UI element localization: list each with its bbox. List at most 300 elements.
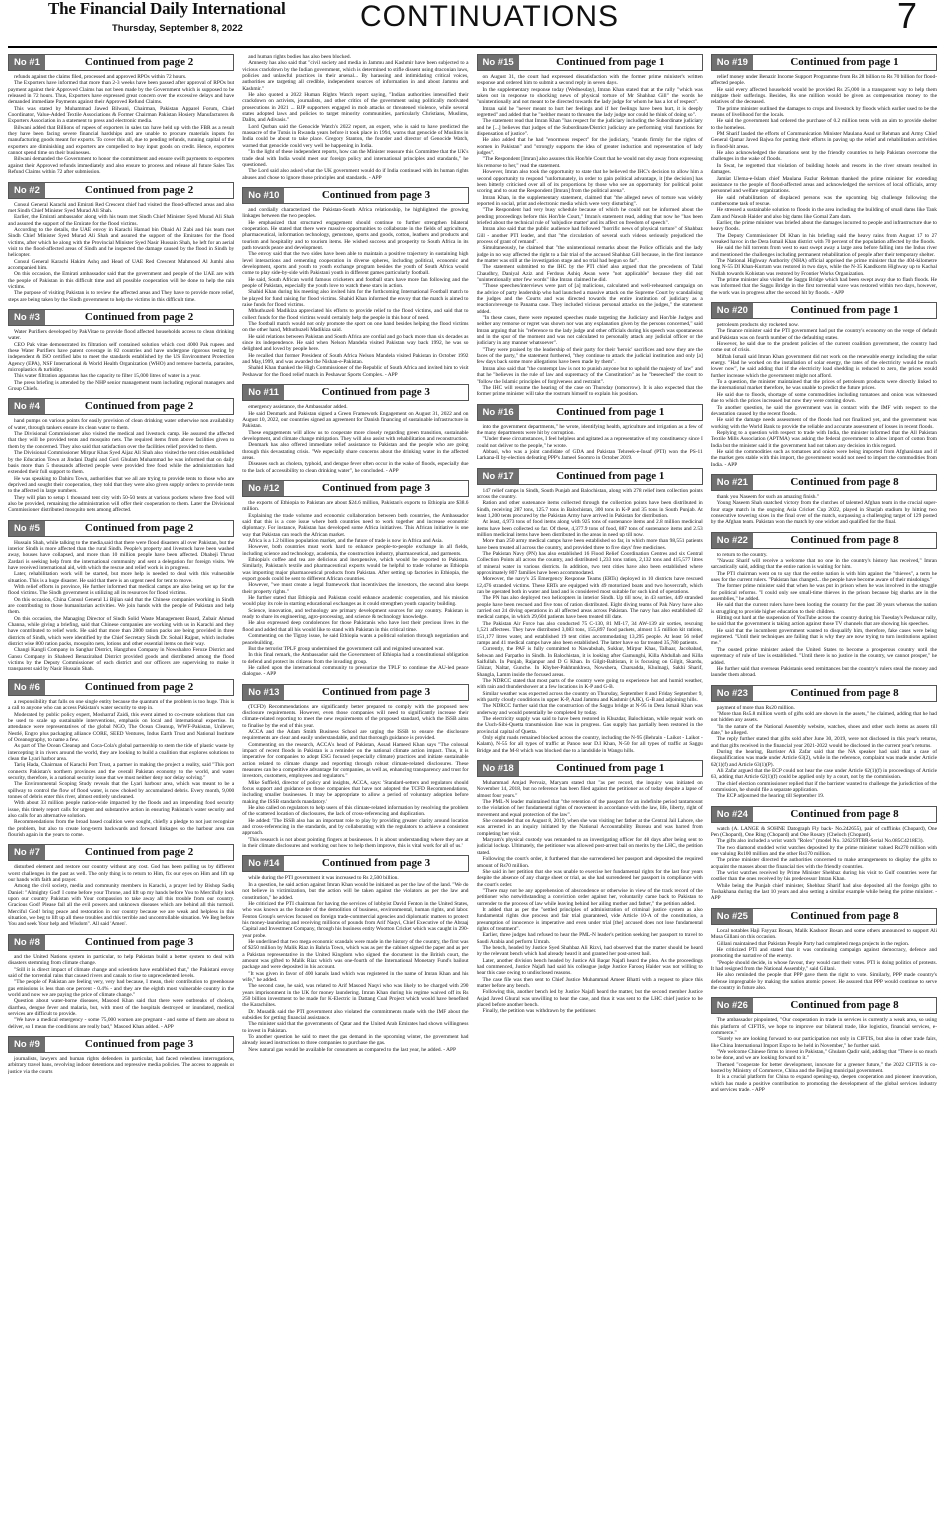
article-number: No #17 bbox=[478, 469, 519, 484]
paragraph: The Divisional Commissioner also visited the medical and livestock camp. He assured the affected that they will be provided tents and mosquito nets. The required items from above facilities given to them by the concerned. They also said that satisfaction over the facilities relief provided to them. bbox=[8, 431, 235, 450]
continued-from-label: Continued from page 1 bbox=[556, 405, 665, 418]
paragraph: The former prime minister said that when he was put in prison when he was involved in the struggle for political reforms. "I could only see small-time thieves in the prison because big sharks are in the assemblies," he added. bbox=[710, 583, 937, 603]
paragraph: The ECP adjourned the hearing till September 19. bbox=[716, 793, 825, 800]
paragraph: On this occasion, the Emirati ambassador said that the government and people of the UAE are with the people of Pakistan in this difficult time and all possible cooperation will be done to help the rain victims. bbox=[8, 271, 235, 290]
paragraph: The press briefing is attended by the NHP senior management team including regional managers and Group Chiefs. bbox=[8, 379, 235, 393]
paragraph: The Divisional Commissioner Mirpur Khas Syed Aijaz Ali Shah also visited the tent cities established by the Education Town at Jindani Daghi and Gori Ghulam Muhammad he was informed that on daily basis more than 5 thousands affected people were provided free food while the administration had extended their full support to them. bbox=[8, 450, 235, 476]
section-title: CONTINUATIONS bbox=[359, 0, 620, 33]
continued-from-label: Continued from page 8 bbox=[790, 475, 899, 488]
paragraph: However, he said due to the prudent policies of the current coalition government, the country had come out of crisis. bbox=[710, 341, 937, 354]
paragraph: He said relations between Pakistan and South Africa are cordial and go back more than six decades as since its independence. He said when Nelson Mandela visited Pakistan way back 1992, he was so delighted and loved by people here. bbox=[242, 333, 469, 353]
continued-from-label: Continued from page 1 bbox=[556, 56, 665, 68]
page-columns bbox=[8, 54, 937, 1524]
paragraph: He emphasized that structured engagement should continue to further strengthen bilateral cooperation. He stated that there were massive opportunities to collaborate in the fields of agriculture, pharmaceutical, information technology, gemstone, sports and goods, cotton, leathers and products and tourism and hospitality and to tourism items. He wished success and prosperity to South Africa in its path towards peace and development. bbox=[242, 219, 469, 251]
masthead bbox=[8, 0, 937, 48]
paragraph: The purpose of visiting Pakistan is to review the affected areas and They have to provide more relief, steps are being taken by the Sindh government to help the victims in this difficult time. bbox=[8, 290, 235, 303]
paragraph: The Pakistan Navy (PN) has also established 16 Flood Relief Coordination Centres and six Central Collection Points all across the country, and distributed 1,233 tons ration, 2,132 tons and 415,577 litres of mineral water in various districts. In addition, two tent cities have also been established where approximately 807 families have been accommodated. bbox=[476, 551, 703, 577]
paragraph: As part of The Ocean Cleanup and Coca-Cola's global partnership to stem the tide of plastic waste by intercepting it in rivers around the world, they are looking to build a coalition that explores solutions to clean the Lyari harbor area. bbox=[8, 743, 235, 762]
continuation-header bbox=[242, 684, 468, 701]
paragraph: The second case, he said, was related to Arif Masood Naqvi who was likely to be charged with 290 years imprisonment in the UK for money laundering. Imran Khan during his regime waived off its Rs 250 billion investment to be made for K-Electric in Dattang Coal Project which would have benefited the Karachiites. bbox=[242, 983, 469, 1009]
article bbox=[711, 532, 937, 679]
article-number: No #7 bbox=[9, 845, 45, 860]
article-body bbox=[477, 780, 703, 1015]
article bbox=[711, 997, 937, 1093]
paragraph: Moreover, the navy's 25 Emergency Response Teams (ERTs) deployed in 10 districts have rescued 12,476 stranded victims. These ERTs are equipped with 49 motorized boats and two hovercraft, which can be operated both in water and land and is considered most suitable for such kind of operations. bbox=[476, 576, 703, 596]
article-number: No #22 bbox=[712, 533, 753, 548]
paragraph: "It was given in favor of 400 kanals land which was registered in the name of Imran Khan and his wife," he added. bbox=[242, 970, 469, 983]
continuation-header bbox=[477, 468, 703, 485]
paragraph: Recommendations from the broad based coalition were sought, chiefly a pledge to not just recognize the problem, but also to create long-term backwards and forward linkages so the harbour area can flourish again in the years to come. bbox=[8, 819, 235, 839]
paragraph: Ethiopia's coffee and tea are delicious and inexpensive, which would be exported to Pakistan. Similarly, Pakistan's textile and pharmaceutical exports would be helpful to trade volume as Ethiopia was importing major pharmaceutical products from Pakistan. After setting up factories in Ethiopia, the export goods could be sent to different African countries. bbox=[242, 557, 469, 583]
paragraph: PM Sharif lauded the efforts of Communication Minister Maulana Asad ur Rehman and Army Chief General Qamar Javed Bajwa for putting their efforts in paving up the relief and rehabilitation activities in flood-hit areas. bbox=[710, 131, 937, 150]
paragraph: He stressed a sustainable solution to floods in the area including the building of small dams like Tank Zam and Nawab Haider and also big dams like Gomal Zam dam. bbox=[710, 207, 937, 220]
paragraph: However, both countries must work hard to enhance people-to-people exchange in all fields, including science and technology, academia, the construction industry, pharmaceutical, and garments. bbox=[242, 544, 469, 557]
paragraph: The National Highway Authority (NHA) official apprised the prime minister that the 404-kilometre long N-55 DI Khan-Kurram was restored in two days, while the N-35 Kandkorm Highway up to Kachal Nullah towards Kohistan was restored by Frontier Works Organization. bbox=[710, 257, 937, 277]
paragraph: Jamiat Ulema-e-Islam chief Maulana Fazlur Rehman thanked the prime minister for extending assistance to the people of flood-affected areas and acknowledged the services of local officials, army personnel and welfare organizations. bbox=[710, 175, 937, 195]
continued-from-label: Continued from page 8 bbox=[790, 807, 899, 820]
article-body bbox=[242, 704, 468, 850]
article bbox=[8, 309, 234, 392]
paragraph: Diseases such as cholera, typhoid, and dengue fever often occur in the wake of floods, especially due to the lack of accessibility to clean drinking water", he concluded. - APP bbox=[242, 461, 469, 474]
paragraph: "More than Rs5.8 million worth of gifts sold are shown in the assets," he claimed, adding that he had not hidden any assets. bbox=[710, 710, 937, 724]
paragraph: She said in her petition that she was unable to exercise her fundamental rights for the last four years despite the absence of any charge sheet or trial, as she had surrendered her passport in compliance with the court's order. bbox=[476, 868, 703, 888]
paragraph: He also expressed deep condolences for those Pakistanis who have lost their precious lives in the flood and added that all his would like to stand with Pakistan in this critical time. bbox=[242, 620, 469, 633]
continuation-header bbox=[711, 302, 937, 319]
paragraph: The prime minister directed the authorities concerned to make arrangements to display the gifts to acquaint the masses about the financial ties with the friendly countries. bbox=[710, 857, 937, 870]
paragraph: He also called on regulators to help users of this climate-related information by resolving the problem of the scattered location of disclosures, the lack of cross-referencing and duplication. bbox=[242, 805, 469, 818]
paragraph: On this occasion, China Consul General Li Bijian said that the Chinese companies working in Sindh are contributing to those humanitarian activities. We join hands with the people of Pakistan and help them. bbox=[8, 596, 235, 616]
paragraph: "We welcome Chinese firms to invest in Pakistan," Ghulam Qadir said, adding that "There is so much to be done, and we are looking forward to it." bbox=[710, 1048, 937, 1062]
article-number: No #24 bbox=[712, 807, 753, 822]
article-number: No #8 bbox=[9, 935, 45, 950]
paragraph: thank you Naseem for such an amazing finish." bbox=[716, 493, 819, 500]
paragraph: "In the light of these independent reports, how can the Minister reassure this Committee that the UK's trade deal with India would meet our foreign policy and international principles and standards," he questioned. bbox=[242, 149, 469, 168]
paragraph: Shahid Khan thanked the High Commissioner of the Republic of South Africa and invited him to visit Peshawar for the flood relief match in Peshawar Sports Complex. - APP bbox=[242, 365, 469, 378]
article-number: No #6 bbox=[9, 680, 45, 695]
article-number: No #26 bbox=[712, 998, 753, 1013]
paragraph: Muhammad Amjad Pervaiz, Maryam stated that "as per record, the inquiry was initiated on November 14, 2018, but no reference has been filed against the petitioner as of today despite a lapse of almost four years." bbox=[476, 780, 703, 799]
article bbox=[711, 806, 937, 902]
paragraph: The statement submitted to the IHC by the PTI chief also argued that the precedents of Talal Chaudhry, Daniyal Aziz and Ferdous Ashiq Awan were "not applicable" because they did not "unintentionally utter few words" like Imran claimed he did. bbox=[476, 264, 703, 283]
paragraph: In the supplementary response today (Wednesday), Imran Khan stated that at the rally "which was taken out in response to shocking news of physical torture of Mr Shahbaz Gill" the words he "unintentionally and not meant to be directed towards the lady judge for whom he has a lot of respect". bbox=[476, 86, 703, 106]
continued-from-label: Continued from page 3 bbox=[321, 481, 431, 494]
article bbox=[477, 760, 703, 1015]
continued-from-label: Continued from page 3 bbox=[84, 1037, 194, 1050]
paragraph: Maryam's physical custody was remanded to an investigating officer for 48 days after being sent to judicial lockup. Ultimately, the petitioner was allowed post-arrest bail on merits by the LHC, the petition stated. bbox=[476, 837, 703, 856]
paragraph: Ali Zafar argued that the ECP could not hear the case under Article 62(1)(f) in proceedings of Article 63, adding that Article 62(1)(f) could be applied only by a court, not by the commission. bbox=[710, 767, 937, 781]
article-body bbox=[477, 488, 703, 754]
paragraph: The Deputy Commissioner DI Khan in his briefing said the heavy rains from August 17 to 27 wreaked havoc in the Dera Ismail Khan district with 70 percent of the population affected by the floods. bbox=[710, 232, 937, 245]
article-number: No #20 bbox=[712, 303, 753, 318]
paragraph: Hitting out hard at the suspension of YouTube across the country during his Tuesday's Peshawar rally, he said that the government is taking action against those TV channels that are showing his speeches. bbox=[710, 615, 937, 628]
paragraph: To another question, he said the government was in contact with the IMF with respect to the devastation caused by the recent floods. bbox=[710, 404, 937, 417]
paragraph: The PTI chairman went on to say that the entire nation is with him against the "thieves", a term he uses for the current rulers. "Pakistan has changed... the people have become aware of their misdoings." bbox=[710, 570, 937, 584]
paragraph: Mike Suffield, director of policy and insights, ACCA, says: 'Standard-setters and regulators should focus support and guidance on those companies that have not adopted the TCFD Recommendations, including smaller businesses. It may be appropriate to allow a period of voluntary adoption before making the ISSB standards mandatory.' bbox=[242, 779, 469, 805]
article bbox=[711, 685, 937, 800]
paragraph: Moderated by public policy expert, Mosharraf Zaidi, this event aimed to co-create solutions that can be used to scale up sustainable interventions, emphasis on local and international expertise. In attendance were representatives of the global NGO, The Ocean Cleanup, WWF-Pakistan, Unilever, Nestlé, Engro plus packaging alliance CORE, SEED Ventures, Indus Earth Trust and National Institute of Oceanography, to name a few. bbox=[8, 711, 235, 743]
newspaper-name: The Financial Daily International bbox=[48, 0, 286, 18]
paragraph: He added: 'The ISSB also has an important role to play by providing greater clarity around location and cross-referencing in the standards, and by collaborating with the regulators to achieve a consistent approach. bbox=[242, 817, 469, 837]
paragraph: Only eight roads remained blocked across the country, including the N-95 (Behrain - Laikot - Laikot - Kalam), N-55 for all types of traffic at Panoo near D.I Khan, N-50 for all types of traffic at Saggu Bridge and the M-8 which was blocked due to a landslide in Wangu hills. bbox=[476, 735, 703, 754]
paragraph: The finance minister said the PTI government had put the country's economy on the verge of default and Pakistan was on fourth number of the defaulting states. bbox=[710, 328, 937, 341]
paragraph: Earlier, three judges had refused to hear the PML-N leader's petition seeking her passport to travel to Saudi Arabia and perform Umrah. bbox=[476, 932, 703, 945]
continued-from-label: Continued from page 3 bbox=[84, 935, 194, 948]
paragraph: Water Purifiers developed by PakVitae to provide flood affected households access to clean drinking water. bbox=[8, 329, 235, 342]
continuation-header bbox=[8, 398, 234, 415]
paragraph: He underlined that two mega economic scandals were made in the history of the country, the first was of $250 million by Malik Riaz in Bahria Town, which was as per the cabinet signed the paper and as per a Pakistan representative in the United Kingdom who signed the document in the British court, the amount was gifted to Malik Riaz which was one-fourth of the International Monetary Fund's bailout package and were deposited in his account. bbox=[242, 938, 469, 971]
paragraph: on August 31, the court had expressed dissatisfaction with the former prime minister's written response and ordered him to submit a second reply in seven days. bbox=[476, 74, 703, 87]
paragraph: He said the damage needs assessment of the floods had not finalized yet, and the government was working with the World Bank to provide the reliable and accurate assessment of losses in recent floods. bbox=[710, 417, 937, 430]
article bbox=[477, 404, 703, 462]
paragraph: The case file was then sent to Chief Justice Muhammad Ameer Bhatti with a request to place this matter before any bench. bbox=[476, 976, 703, 990]
paragraph: "There may not be any apprehension of abscondence or otherwise in view of the track record of the petitioner who notwithstanding a conviction order against her, voluntarily came back to Pakistan to surrender to the process of law while leaving behind her ailing mother and father," the petition added. bbox=[476, 887, 703, 907]
continuation-header bbox=[8, 934, 234, 951]
paragraph: This was stated by Muhammad Jawed Bilwani, Chairman, Pakistan Apparel Forum, Chief Coordinator, Value-Added Textile Associations & Former Chairman Pakistan Hosiery Manufacturers & Exporters Association in a statement to press and electronic media. bbox=[8, 105, 235, 125]
paragraph: On this occasion, the Managing Director of Sindh Solid Waste Management Board, Zubair Ahmad Channa, while giving a briefing, said that Chinese companies are working with us in Karachi and they have contributed to relief work. He said that more than 2800 ration packs are being provided in three districts of Sindh, which were identified by the Chief Secretary Sindh Dr. Sohail Rajput, which includes district wise 800 ration packs, mosquito nets, lotions and other essential items on their way. bbox=[8, 615, 235, 648]
paragraph: But the terrorist TPLF group undermined the government call and reignited unwanted war. bbox=[248, 645, 444, 652]
paragraph: Similar weather was expected across the country on Thursday, September 8 and Friday September 9, with partly cloudy conditions in upper K-P, Azad Jammu and Kashmir (AJK), G-B and adjoining hills. bbox=[476, 690, 703, 703]
paragraph: It is a crucial platform for China to expand opening-up, deepen cooperation and pioneer innovation, which has made a positive contribution to promoting the development of the global services industry and services trade. - APP bbox=[710, 1074, 937, 1094]
article bbox=[8, 520, 234, 673]
paragraph: Following the court's order, it furthered that she surrendered her passport and deposited the required amount of Rs70 million. bbox=[476, 856, 703, 869]
paragraph: "Still it is direct impact of climate change and scientists have established that," the Pakistani envoy said of the torrential rains that caused rivers and canals to rise to unprecedented levels. bbox=[8, 966, 235, 979]
paragraph: He criticized the PTI chairman for having the services of lobbyist David Fenton in the United States, who was known as the founder of the demolition of business, environmental, human rights, and labor. Fenton Group's services focused on foreign trade-commercial agencies and diplomatic matters to protect his money-laundering and receiving millions of pounds from Arif Naqvi, Chief Executive of the Abraaj Capital and Investment Company, through his business entity Wootton Cricket which was caught in 290-year probe. bbox=[242, 900, 469, 939]
paragraph: The PN has also deployed two helicopters in interior Sindh. Up till now, in 43 sorties, 449 stranded people have been rescued and five tons of ration distributed. Eight diving teams of Pak Navy have also carried out 24 diving operations in all affected areas across Pakistan. The navy has also established 42 medical camps, in which 29,604 patients have been treated till date. bbox=[476, 595, 703, 621]
column bbox=[242, 54, 468, 1524]
continued-from-label: Continued from page 2 bbox=[84, 311, 194, 323]
paragraph: Science, innovation, and technology are primary development sources for any country. Pakistan is ready to share its engineering, agro-processing, and science & technology knowledge. bbox=[242, 607, 469, 621]
paragraph: "We have a medical emergency - some 75,000 women are pregnant - and some of them are about to deliver, so I mean the conditions are really bad," Masood Khan added. - APP bbox=[8, 1017, 235, 1030]
continued-from-label: Continued from page 3 bbox=[321, 188, 431, 201]
continuation-header bbox=[242, 855, 468, 872]
continued-from-label: Continued from page 1 bbox=[556, 762, 665, 775]
paragraph: Explaining the trade volume and economic collaboration between both countries, the Ambassador said that this is a core issue where both countries need to work together and increase economic diplomacy. For instance, Pakistan has developed some Africa initiatives. This African initiative is one way that Pakistan can reach the African market. bbox=[242, 512, 469, 538]
paragraph: He said the commodities such as tomatoes and onion were being imported from Afghanistan and if the market gets stable with this import, the government would not need to import the commodities from India. - APP bbox=[710, 448, 937, 468]
article-body bbox=[711, 1017, 937, 1093]
paragraph: He criticized PTI and stated that it was continuing campaign against democracy, defence and promoting the narrative of the enemy. bbox=[710, 946, 937, 960]
paragraph: Imran Khan, in the supplementary statement, claimed that "the alleged news of torture was widely reported in social, print and electronic media which were very disturbing". bbox=[476, 194, 703, 207]
article-number: No #21 bbox=[712, 475, 753, 490]
article-body bbox=[8, 329, 234, 392]
paragraph: He further said that overseas Pakistanis send remittances but the country's rulers steal the money and launder them abroad. bbox=[710, 665, 937, 679]
paragraph: To a question, the minister maintained that the prices of petroleum products were directly linked to the international market therefore, he was unable to predict the future prices. bbox=[710, 379, 937, 392]
paragraph: Later, rehabilitation work will be started, but more help is needed to deal with this vulnerable situation. This is a huge disaster. He said that there is an urgent need for tent to move. bbox=[8, 571, 235, 584]
article-body bbox=[711, 826, 937, 902]
paragraph: CEO Pak vitae demonstrated its filtration self contained solution which cost 4000 Pak rupees and these Water Purifiers have patent coverage in 82 countries and have undergone rigorous testing by independent & ISO certified labs to meet the standards established by the US Environment Protection Agency (EPA), NSF International & World Health Organization (WHO) and remove bacteria, parasites, microplastics & turbidity. bbox=[8, 341, 235, 374]
article bbox=[242, 855, 468, 1053]
paragraph: Ration and other sustenance items collected through the collection points have been distributed in Sindh, receiving 287 tons, 125.7 tons in Balochistan, 300 tons in K-P and 35 tons in South Punjab. At least 1,200 tents procured by the Pakistan Army have arrived in Pakistan for distribution. bbox=[476, 500, 703, 519]
paragraph: He said the hill torrents from west to east swept away a large area before falling into the Indus river and mentioned the challenges including permanent rehabilitation of people after their temporary shelter. bbox=[710, 245, 937, 258]
paragraph: With about 33 million people nation-wide impacted by the floods and an impending food security issue, this timely report calls for urgent and substantive action in ensuring Pakistan's water security and also calls for an alternative solution. bbox=[8, 800, 235, 819]
paragraph: The Pakistan Air Force has also conducted 75 C-130, 81 MI-17, 34 AW-139 air sorties, rescuing 1,521 affectees. They have distributed 3,083 tons, 155,897 food packets, almost 1.5 million kit rations, 151,177 litres water, and established 19 tent cities accommodating 13,295 people. At least 56 relief camps and 41 medical camps have also been established. The latter have so far treated 35,780 patients. bbox=[476, 620, 703, 646]
article-number: No #25 bbox=[712, 909, 753, 924]
paragraph: watch (A. LANGE & SOHNE Datograph Fly back- No.242655), pair of cufflinks (Chopard), One Pen (Chopard), One Ring (Chopard) and One Rosary (Cheloch (Chopard). bbox=[710, 825, 937, 839]
article bbox=[477, 468, 703, 754]
paragraph: Mthuthuzeli Madikiza appreciated his efforts to provide relief to the flood victims, and said that to collect funds for the flood victims would certainly help the people in this hour of need. bbox=[242, 308, 469, 321]
paragraph: 147 relief camps in Sindh, South Punjab and Balochistan, along with 278 relief item collection points across the country. bbox=[476, 487, 703, 500]
paragraph: In this final remark, the Ambassador said the Government of Ethiopia had a constitutional obligation to defend and protect its citizens from the invading group. bbox=[242, 652, 469, 665]
article-body bbox=[8, 540, 234, 673]
paragraph: The Environmental Scoping Study reveals that the Lyari harbour area, which was meant to be a spillway to control the flow of flood water, is now choked by accumulated debris. Every month, 9,000 tonnes of debris enter this river, almost entirely uncleaned. bbox=[8, 781, 235, 800]
article-number: No #14 bbox=[243, 856, 284, 871]
article bbox=[242, 54, 468, 181]
article bbox=[242, 684, 468, 850]
paragraph: He also quoted a 2022 Human Rights Watch report saying, "Indian authorities intensified their crackdown on activists, journalists, and other critics of the government using politically motivated prosecutions in 2021 ... BJP supporters engaged in mob attacks or threatened violence, while several states adopted laws and policies to target minority communities, particularly Christians, Muslims, Dalits, and Adivasis." bbox=[242, 92, 469, 124]
paragraph: Consul General Karachi and Emirati Red Crescent chief had visited the flood-affected areas and also met Sindh Chief Minister Syed Murad Ali Shah. bbox=[8, 201, 235, 214]
article-number: No #12 bbox=[243, 481, 284, 496]
continuation-header bbox=[8, 679, 234, 696]
paragraph: The NDRCC further said that the construction of the Saggu bridge at N-95 in Dera Ismail Khan was underway and would potentially be completed by today. bbox=[476, 703, 703, 716]
article-number: No #19 bbox=[712, 55, 753, 70]
paragraph: ACCA and the Adam Smith Business School are urging the ISSB to ensure the disclosure requirements are clear and easily understandable, and that thorough guidance is provided. bbox=[242, 728, 469, 742]
article-body bbox=[242, 500, 468, 678]
paragraph: Denmark has also offered immediate relief assistance to Pakistan and the people who are going through this devastating crisis. "We especially share concerns about the drinking water in the affected areas. bbox=[242, 442, 469, 461]
paragraph: She contended that on August 8, 2019, when she was visiting her father at the Central Jail Lahore, she was arrested in an inquiry initiated by the National Accountability Bureau and was barred from completing her visit. bbox=[476, 818, 703, 837]
paragraph: and the United Nations system in particular, to help Pakistan build a better system to deal with disasters stemming from climate change. bbox=[8, 953, 235, 967]
article-number: No #11 bbox=[243, 385, 284, 400]
paragraph: Following this, another bench led by Justice Najafi heard the matter, but the second member Justice Asjad Javed Ghural was unwilling to hear the case, and thus it was sent to the LHC chief justice to be placed before another bench. bbox=[476, 989, 703, 1009]
paragraph: "The Respondent had very busy schedule because of which he could not be informed about the pending proceedings before this Hon'ble Court," Imran's statement read, adding that now he "has been briefed about the technical rule of 'subjudice matter' and its affect on freedom of speech". bbox=[476, 207, 703, 226]
paragraph: into the government departments," he wrote, identifying health, agriculture and irrigation as a few of the many departments were hit by corruption. bbox=[476, 423, 703, 436]
article-body bbox=[8, 699, 234, 839]
paragraph: He said due to floods, shortage of some commodities including tomatoes and onion was witnessed due to which the prices increased but now they were coming down. bbox=[710, 391, 937, 405]
continuation-header bbox=[8, 844, 234, 861]
continuation-header bbox=[8, 1036, 234, 1053]
paragraph: Replying to a question with respect to trade with India, the minister informed that the All Pakistan Textile Mills Association (APTMA) was asking the federal government to allow import of cotton from India but the minister said it the government had not taken any decision in this regard. bbox=[710, 429, 937, 449]
paragraph: and human rights bodies has also been blocked. bbox=[248, 54, 351, 60]
article bbox=[8, 679, 234, 839]
continuation-header bbox=[8, 54, 234, 71]
article-body bbox=[242, 404, 468, 474]
paragraph: "The people of Pakistan are feeling very, very bad because, I mean, their contribution to greenhouse gas emissions is less than one percent - 0.4% - and they are the eighth most vulnerable country in the world and now we are paying the price of climate change." bbox=[8, 979, 235, 998]
article-number: No #16 bbox=[478, 405, 519, 420]
article bbox=[242, 480, 468, 678]
paragraph: payment of more than Rs20 million. bbox=[716, 704, 795, 711]
article-number: No #3 bbox=[9, 310, 45, 325]
paragraph: He further stated that Ethiopia and Pakistan could enhance academic cooperation, and his mission would play its role in starting educational exchanges as it could strengthen youth capacity building. bbox=[242, 595, 469, 608]
paragraph: Changi Kangli Company in Sanghar District, Hangzhou Company in Nowshahro Feroze District and Gansu Company in Shaheed Benazirabad District provided goods and distributed among the flood victims by the Deputy Commissioner of each district and our officers are supervising to make it transparent said by Nasir Hussain Shah. bbox=[8, 647, 235, 673]
paragraph: More than 250 army medical camps have been established so far, in which more than 98,551 patients have been treated all across the country, and provided three to five days' free medicines. bbox=[476, 538, 703, 551]
article-body bbox=[711, 552, 937, 679]
paragraph: Imran also said that the public audience had followed "horrific news of physical torture" of Shahbaz Gill - another PTI leader, and that "the circulation of several such videos seriously prejudiced the process of grant of remand". bbox=[476, 226, 703, 245]
article-body bbox=[477, 74, 703, 398]
paragraph: According to the details, the UAE envoy in Karachi Hamad bin Obaid Al Zabi and his team met Sindh Chief Minister Syed Murad Ali Shah and assured the support of the Emirates for the flood victims, after which he along with the Provincial Minister Syed Nasir Hussain Shah, he left for an aerial visit to the flood-affected areas of Sindh and he inspected the damage caused by the flood in Sindh by helicopter. bbox=[8, 226, 235, 259]
article bbox=[711, 54, 937, 296]
paragraph: Bilwani demanded the Government to honor the commitment and ensure swift payments to exporters against their Approved refunds immediately and also ensure to process and release all future Sales Tax Refund Claims within 72 after submission. bbox=[8, 156, 235, 176]
article-body bbox=[711, 705, 937, 800]
paragraph: Lord Qurban said the Genocide Watch's 2022 report, an expert, who is said to have predicted the massacre of the Tutsis in Rwanda years before it took place in 1994, warns that genocide of Muslims in India could be about to take place. Gregory Stanton, the founder and director of Genocide Watch, warned that genocide could very well be happening in India. bbox=[242, 123, 469, 149]
article-body bbox=[8, 864, 234, 927]
paragraph: Abbasi, who was a joint candidate of GDA and Pakistan Tehreek-e-Insaf (PTI) won the PS-11 Larkana-II by-election defeating PPP's Jameel Soomro in October 2019. bbox=[476, 448, 703, 462]
paragraph: Imran also said that "the contempt law is not to punish anyone but to uphold the majesty of law" and that he "believes in the rule of law and supremacy of the Constitution" as he "beseeched" the court to "follow the Islamic principles of forgiveness and restraint". bbox=[476, 365, 703, 385]
continued-from-label: Continued from page 2 bbox=[84, 400, 194, 413]
paragraph: Earlier, the prime minister was briefed about the damages incurred to people and infrastructure due to heavy floods. bbox=[710, 219, 937, 233]
continued-from-label: Continued from page 1 bbox=[790, 56, 899, 68]
paragraph: Young Naseem Shah snatched victory from the clutches of talented Afghan team in the crucial super-four stage match in the ongoing Asia Cricket Cup 2022, played in Sharjah stadium by hitting two consecutive towering sixes in the final over of the match, surpassing a challenging target of 129 posted by the Afghan team. Pakistan won the match by one wicket and qualified for the final. bbox=[710, 500, 937, 526]
article-number: No #18 bbox=[478, 761, 519, 776]
paragraph: The two diamond studded wrist watches deposited by the prime minister valued Rs270 million with one valuing Rs100 million and the other Rs170 million. bbox=[710, 844, 937, 858]
paragraph: The IHC will resume the hearing of the case on Thursday (tomorrow). It is also expected that the former prime minister will take the rostrum himself to explain his position. bbox=[476, 384, 703, 398]
continued-from-label: Continued from page 2 bbox=[84, 846, 194, 859]
paragraph: Later, another division bench headed by Justice Ali Baqar Najafi heard the plea. As the proceedings had commenced, Justice Najafi had said his colleague judge Justice Farooq Haider was not willing to hear this case owing to undisclosed reasons. bbox=[476, 957, 703, 977]
paragraph: New natural gas would be available for consumers as compared to the last year, he added. - APP bbox=[248, 1046, 456, 1053]
paragraph: disturbed element and restore our country without any cost. God has been pulling us by different worst challenges in the past as well. The only thing is to return to Him, fix our eyes on Him and lift up our hands with faith and prayer. bbox=[8, 864, 235, 884]
article-body bbox=[711, 74, 937, 296]
paragraph: Miftah Ismail said Imran Khan government did not work on the renewable energy including the solar energy. "Had he worked on the installation of solar energy, the rates of the electricity would be much lower now", he said adding that if the electricity load shedding is reduced to zero, the prices would further increase which the government might not afford. bbox=[710, 353, 937, 379]
continuation-header bbox=[711, 908, 937, 925]
page-number: 7 bbox=[896, 0, 917, 36]
paragraph: The football match would not only promote the sport on one hand besides helping the flood victims on the other hand, Mthuthuzeli Madikiza said. bbox=[242, 321, 469, 334]
paragraph: Simultaneously, he claimed that "the unintentional remarks about the Police officials and the lady judge in no way affected the right to a fair trial of the accused Shahbaz Gill because, in the first instance the matter was still at the investigation stage and no trial had begun so far". bbox=[476, 245, 703, 264]
continuation-header bbox=[711, 54, 937, 71]
article-body bbox=[711, 494, 937, 526]
continuation-header bbox=[477, 54, 703, 71]
paragraph: "Those speeches/interviews were part of [a] malicious, calculated and well-rehearsed campaign on the advice of party leadership who had launched a massive attack on the Supreme Court by scandalising the judges and the Courts and was directed towards the entire institution of judiciary as a reaction/revenge to Panama case. They included vicious personal attacks on the judges," the statement added. bbox=[476, 283, 703, 315]
paragraph: The NDRCC stated that most parts of the country were going to experience hot and humid weather, with rain and thundershower at a few locations in K-P and G-B. bbox=[476, 677, 703, 691]
paragraph: The ambassador pinpointed, "Our cooperation in trade in services is currently a weak area, so using this platform of CIFTIS, we hope to improve our bilateral trade, like logistics, financial services, e-commerce." bbox=[710, 1017, 937, 1036]
paragraph: Amnesty has also said that "civil society and media in Jammu and Kashmir have been subjected to a vicious crackdown by the Indian government, which is determined to stifle dissent using draconian laws, policies and unlawful practices in their arsenal... By harassing and intimidating critical voices, authorities are targeting all credible, independent sources of information in and about Jammu and Kashmir." bbox=[242, 60, 469, 92]
article-body bbox=[242, 875, 468, 1053]
paragraph: During the hearing, Barrister Ali Zafar said that the NA speaker had said that a case of disqualification was made under Article 63(2), while in the reference, complaint was made under Article 62(1)(f) and Article 63(1)(P). bbox=[710, 748, 937, 768]
paragraph: and cordially characterized the Pakistan-South Africa relationship, he highlighted the growing linkages between the two peoples. bbox=[242, 206, 469, 220]
article bbox=[8, 398, 234, 513]
paragraph: The PML-N leader maintained that "the retention of the passport for an indefinite period tantamount to the violation of her fundamental rights of movement in accordance with the law, life, liberty, right of movement and equal protection of the law". bbox=[476, 799, 703, 818]
paragraph: To another question he said to meet the gas demand in the upcoming winter, the government had already issued instructions to three companies to purchase the gas. bbox=[242, 1034, 469, 1047]
article bbox=[711, 302, 937, 468]
continued-from-label: Continued from page 3 bbox=[321, 386, 430, 399]
continued-from-label: Continued from page 8 bbox=[790, 999, 899, 1012]
paragraph: He also acknowledged the donations sent by the friendly countries to help Pakistan overcome the challenges in the wake of floods. bbox=[710, 150, 937, 163]
continued-from-label: Continued from page 8 bbox=[790, 909, 899, 922]
paragraph: He said Denmark and Pakistan signed a Green Framework Engagement on August 31, 2022 and on August 10, 2022, our countries signed an agreement for Danish financing of sustainable infrastructure in Pakistan. bbox=[242, 410, 469, 430]
paragraph: Among the civil society, media and community members in Karachi, a prayer led by Bishop Sadiq Daniel: "Almighty God! I come before your Throne, and lift up my hands before You to Mercifully look upon our country Pakistan with Your compassion to take away all this trouble from our country. Gracious God! Please fail all the evil powers and unknown diseases which are behind all this turmoil. Merciful God! bring peace and restoration in our country because we are weak and helpless in this situation, we beg to lift up all these troubles and this terrible and uncontrollable situation. We Beg before You and seek Your help and Wisdom". All said 'Amen'. bbox=[8, 883, 235, 928]
paragraph: The reply further stated that gifts sold after June 30, 2019, were not disclosed in this year's returns, and that gifts received in the financial year 2021-2022 would be disclosed in the current year's returns. bbox=[710, 736, 937, 749]
paragraph: The wrist watches received by Prime Minister Shehbaz during his visit to Gulf countries were far costlier than the ones received by his predecessor Imran Khan. bbox=[710, 870, 937, 883]
paragraph: Imran said he "never meant to hurt her feelings and if her feelings have been hurt, it is deeply regretted" and added that he "neither meant to threaten the lady judge nor could he think of doing so". bbox=[476, 105, 703, 119]
article-body bbox=[8, 202, 234, 304]
article-body bbox=[242, 207, 468, 378]
continued-from-label: Continued from page 2 bbox=[84, 680, 194, 693]
article-body bbox=[8, 1056, 234, 1075]
column bbox=[477, 54, 703, 1524]
article bbox=[8, 1036, 234, 1075]
article-number: No #4 bbox=[9, 399, 45, 414]
paragraph: Commenting on the Tigray issue, he said Ethiopia wants a political solution through negotiation and peacebuilding. bbox=[242, 633, 469, 646]
paragraph: 'This research is not about pointing fingers at businesses. It is about understanding where they are at in their climate disclosures and working out how to help them improve, this is vital work for all of us.' bbox=[242, 836, 469, 850]
article-number: No #10 bbox=[243, 188, 284, 203]
paragraph: The minister said that the governments of Qatar and the United Arab Emirates had shown willingness to invest in Pakistan. bbox=[242, 1021, 469, 1034]
continuation-header bbox=[242, 480, 468, 497]
paragraph: Earlier, the Emirati ambassador along with his team met Sindh Chief Minister Syed Murad Ali Shah and assured the support of the Emirate for the flood victims. bbox=[8, 214, 235, 227]
continuation-header bbox=[242, 384, 468, 401]
article-body bbox=[8, 954, 234, 1030]
paragraph: hand pumps on various points for easily provision of clean drinking water otherwise non availability of water, through tankers ensure its clean water to them. bbox=[8, 418, 235, 431]
article-number: No #5 bbox=[9, 521, 45, 536]
article bbox=[242, 187, 468, 378]
paragraph: It added that as per the "settled principles of administration of criminal justice system as also fundamental rights due process and fair trial guaranteed, vide Article 10-A of the constitution, a presumption of innocence is imperative and even under trial [the] accused does not lose fundamental rights of treatment". bbox=[476, 906, 703, 932]
paragraph: Question about water-borne diseases, Masood Khan said that there were outbreaks of cholera, diarrhea, dengue fever and malaria, but, with most of the hospitals destroyed or inundated, medical services are difficult to provide. bbox=[8, 998, 235, 1017]
continuation-header bbox=[711, 532, 937, 549]
paragraph: Tariq Hada, Chairman of Karachi Port Trust, a partner in making the project a reality, said "This port connects Pakistan's northern provinces and the overall Pakistan economy to the world, and water security, therefore, is a national security issue that we must neither deny nor delay solving." bbox=[8, 762, 235, 781]
paragraph: The Lord said also asked what the UK government would do if India continued with its human rights abuses and chose to ignore those principles and standards. - APP bbox=[242, 168, 469, 181]
article-body bbox=[711, 322, 937, 468]
continuation-header bbox=[242, 187, 468, 204]
paragraph: the exports of Ethiopia to Pakistan are about $24.6 million, Pakistan's exports to Ethiopia are $38.6 million. bbox=[242, 499, 469, 513]
paragraph: Dr. Musadik said the PTI government also violated the commitments made with the IMF about the subsidies for getting financial assistance. bbox=[242, 1008, 469, 1022]
paragraph: Finally, the petition was withdrawn by the petitioner. bbox=[482, 1008, 597, 1015]
continued-from-label: Continued from page 1 bbox=[556, 469, 665, 482]
continued-from-label: Continued from page 2 bbox=[84, 183, 194, 196]
paragraph: He also reminded the people that PPP gave them the right to vote. Similarly, PPP made country's defense impregnable by making the nation atomic power. He assured that PPP would continue to serve the country in future also. bbox=[710, 972, 937, 991]
paragraph: He said the government had ordered the purchase of 0.2 million tents with an aim to provide shelter to the homeless. bbox=[710, 118, 937, 131]
continuation-header bbox=[711, 806, 937, 823]
continuation-header bbox=[477, 760, 703, 777]
continuation-header bbox=[711, 997, 937, 1014]
paragraph: Themed "cooperate for better development, innovate for a greener future," the 2022 CIFTIS is co-hosted by Ministry of Commerce, China and the Beijing municipal government. bbox=[710, 1061, 937, 1074]
article bbox=[711, 474, 937, 526]
continued-from-label: Continued from page 2 bbox=[84, 521, 194, 534]
paragraph: relief money under Benazir Income Support Programme from Rs 28 billion to Rs 70 billion for flood-affected people. bbox=[710, 74, 937, 87]
column bbox=[8, 54, 234, 1524]
paragraph: petroleum products sky rocketed now. bbox=[716, 322, 799, 329]
continuation-header bbox=[711, 474, 937, 491]
paragraph: "The Respondent [Imran] also assures this Hon'ble Court that he would not shy away from expressing his remorse to her," read the statement. bbox=[476, 156, 703, 169]
paragraph: They will plan to setup 1 thousand tent city with 50-50 tents at various pockets where free food will also be provided, remaining the administration will offer their cooperation to them. Later the Divisional Commissioner distributed mosquito nets among affected. bbox=[8, 494, 235, 514]
article-body bbox=[8, 74, 234, 176]
article bbox=[711, 908, 937, 991]
paragraph: "Nawaz Sharif will receive a welcome that no one in the country's history has received," Imran sarcastically said, adding that the entire nation is waiting for him. bbox=[710, 558, 937, 571]
article-body bbox=[242, 54, 468, 181]
article-number: No #13 bbox=[243, 685, 284, 700]
continued-from-label: Continued from page 3 bbox=[321, 857, 431, 870]
paragraph: refunds against the claims filed, processed and approved RPOs within 72 hours. bbox=[14, 74, 187, 80]
paragraph: Consul General Karachi Hakim Ashq and Head of UAE Red Crescent Mahmood Al Jumhi also accompanied him. bbox=[8, 258, 235, 271]
paragraph: He recalled that former President of South Africa Nelson Mandela visited Pakistan in October 1992 and May,1999, and was awarded the Nishan-e-Pakistan. bbox=[242, 352, 469, 366]
paragraph: emergency assistance, the Ambassador added. bbox=[248, 404, 348, 411]
paragraph: Currently, the PAF is fully committed to Nawabshah, Sukkur, Mirpur Khas, Talhaar, Jacobabad, Sehwan and Farpatho in Sindh. In Balochistan, it is looking after Gamunghi, Killa Abdullah and Killa Saifullah. In Punjab, Rajanpur and D G Khan. In Gilgit-Baltistan, it is focusing on Gilgit, Skardu, Ghizar, Naltar, Gunche. In Khyber-Pakhtunkhwa, Nowshera, Charsadda, Khulnagi, Sakhi Sharif, Shangla, Lamm inside the focused areas. bbox=[476, 646, 703, 678]
paragraph: The electricity supply was said to have been restored in Khuzdar, Balochistan, while repair work on the Uuch-Sibi-Quetta transmission line was in progress. Gas supply has partially been restored in the provincial capital of Quetta. bbox=[476, 715, 703, 735]
continuation-header bbox=[8, 309, 234, 326]
article-body bbox=[477, 424, 703, 462]
article-number: No #1 bbox=[9, 55, 45, 70]
continued-from-label: Continued from page 3 bbox=[321, 685, 431, 698]
paragraph: In Swat, he regretted that violation of building hotels and resorts in the river stream resulted in damages. bbox=[710, 162, 937, 176]
article-number: No #2 bbox=[9, 183, 45, 198]
article bbox=[477, 54, 703, 398]
paragraph: He also added that he had "enormous respect" for the judiciary, "stands firmly for the rights of women in Pakistan" and "strongly supports the idea of greater induction and representation of lady judges". bbox=[476, 137, 703, 157]
paragraph: "In these cases, there were repeated speeches made targeting the Judiciary and Hon'ble Judges and neither any remorse or regret was shown nor was any explanation given by the persons concerned," said Imran arguing that his "reference to the lady judge and other officials during his speech was spontaneous and in the spur of the moment and was not calculated to personally attack any judicial officer or the judiciary in any manner whatsoever". bbox=[476, 315, 703, 347]
paragraph: He called upon the international community to pressurize the TPLF to continue the AU-led peace dialogue. - APP bbox=[242, 664, 469, 678]
continued-from-label: Continued from page 8 bbox=[790, 686, 899, 699]
paragraph: The prime minister outlined the damages to crops and livestock by floods which earlier used to be the means of livelihood for the locals. bbox=[710, 105, 937, 119]
paragraph: The ousted prime minister asked the United States to become a prosperous country until the supremacy of rule of law is established. "Until there is no justice in the country, we cannot prosper," he added. bbox=[710, 646, 937, 666]
paragraph: "Under these circumstances, I feel helpless and agitated as a representative of my constituency since I could not deliver to the people," he wrote. bbox=[476, 436, 703, 449]
paragraph: to return to the country. bbox=[716, 551, 768, 558]
paragraph: Local notables Haji Fayyaz Bosan, Malik Kashoor Bosan and some others announced to support Ali Musa Gillani on this occasion. bbox=[710, 927, 937, 941]
paragraph: The gifts also included a wrist watch "Rolex" (model No. 326259TBR-Serial No.085C4218E3). bbox=[716, 838, 924, 845]
article-number: No #15 bbox=[478, 55, 519, 70]
paragraph: The statement read that Imran Khan "has respect for the judiciary including the Subordinate judiciary and he [...] believes that judges of the Subordinate/District judiciary are performing vital functions for dispensation of justice". bbox=[476, 118, 703, 138]
paragraph: "In the nature of the National Assembly website, watches, shoes and other such items as assets till date," he alleged. bbox=[710, 723, 937, 736]
paragraph: The envoy said that the two sides have been able to maintain a positive trajectory in sustaining high level interactions and cementing cooperation in diverse spheres, including political, economic and development, sports and youth to youth exchange program besides the youth of South Africa would come to play side-by-side with Pakistani youth in different games particularly football. bbox=[242, 251, 469, 277]
paragraph: However, Imran also took the opportunity to state that he believed the IHC's decision to allow him a second opportunity to respond "unfortunately, in order to gain political advantage, it [the decision] has been bitterly criticised over all of its proportions by those who see an opportunity for political point scoring and to oust the Respondent [Imran] from the political arena". bbox=[476, 169, 703, 195]
paragraph: Shahid Khan during his meeting also invited him for the forthcoming International Football match to be played for fund raising for flood victims. Shahid Khan informed the envoy that the match is aimed to raise funds for flood victims. bbox=[242, 289, 469, 309]
paragraph: The Exporters have informed that more than 2-3 weeks have been passed after approval of RPOs but payment against their Approved Claims has not been made by the Government which is supposed to be released in 72 hours. Thus, Exporters have expressed great concern over the excessive delays and have demanded immediate Payments against their Approved Refund Claims. bbox=[8, 80, 235, 106]
paragraph: The bench, headed by Justice Syed Shahbaz Ali Rizvi, had observed that the matter should be heard by the relevant bench which had already heard it and granted her post-arrest bail. bbox=[476, 944, 703, 958]
paragraph: At least, 4,973 tons of food items along with 925 tons of sustenance items and 2.8 million medicinal items have been collected so far. Of these, 4,377.9 tons of food, 887 tons of sustenance items and 2.53 million medicinal items have been distributed in the areas in need up till now. bbox=[476, 519, 703, 538]
issue-date: Thursday, September 8, 2022 bbox=[112, 23, 243, 34]
paragraph: journalists, lawyers and human rights defenders in particular, had faced relentless interrogations, arbitrary travel bans, revolving indoor detentions and repressive media policies. The access to appeals or justice via the courts bbox=[8, 1055, 235, 1075]
